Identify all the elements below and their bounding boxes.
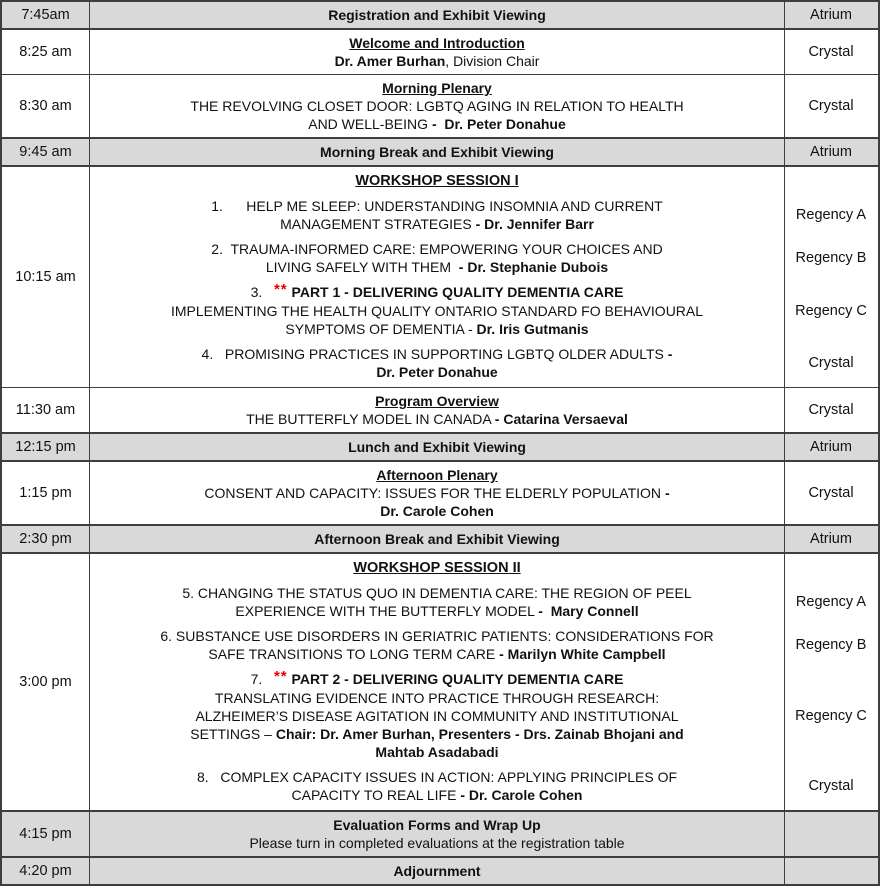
time-label: 8:25 am — [19, 44, 72, 60]
time-label: 11:30 am — [15, 402, 76, 418]
text-segment: - Marilyn White Campbell — [499, 646, 666, 662]
location-cell — [784, 438, 878, 456]
text-segment: Registration and Exhibit Viewing — [328, 7, 546, 23]
location-label: Atrium — [810, 439, 852, 455]
text-segment: 2. TRAUMA-INFORMED CARE: EMPOWERING YOUR CHOICES AND — [211, 241, 663, 257]
time-cell — [2, 812, 90, 856]
text-segment: Afternoon Break and Exhibit Viewing — [314, 531, 560, 547]
text-segment: Dr. Iris Gutmanis — [476, 321, 589, 337]
text-line — [96, 215, 778, 233]
location-label: Regency A — [795, 594, 867, 610]
workshop-item — [90, 627, 784, 663]
text-segment: TRANSLATING EVIDENCE INTO PRACTICE THROUGH RESEARCH: — [214, 690, 660, 706]
text-segment: Morning Break and Exhibit Viewing — [320, 144, 554, 160]
time-label: 7:45am — [21, 7, 70, 23]
workshop-item — [90, 345, 784, 381]
location-label: Crystal — [808, 778, 854, 794]
location-cell — [784, 466, 878, 520]
location-label: Regency C — [795, 707, 867, 724]
location-cell — [784, 34, 878, 70]
text-segment: - Dr. Jennifer Barr — [475, 216, 594, 232]
text-segment: THE BUTTERFLY MODEL IN CANADA — [246, 411, 495, 427]
text-line — [96, 466, 778, 484]
text-line — [96, 345, 778, 363]
time-cell — [2, 462, 90, 524]
event-cell — [90, 79, 784, 133]
text-segment: Afternoon Plenary — [376, 467, 498, 483]
text-line — [96, 484, 778, 502]
text-segment: SAFE TRANSITIONS TO LONG TERM CARE — [208, 646, 500, 662]
text-line — [96, 143, 778, 161]
text-segment: THE REVOLVING CLOSET DOOR: LGBTQ AGING IN RELATION TO HEALTH — [190, 98, 684, 114]
text-segment: CAPACITY TO REAL LIFE — [291, 787, 461, 803]
location-cell — [784, 627, 878, 663]
text-line — [96, 34, 778, 52]
time-label: 4:20 pm — [19, 863, 72, 879]
text-segment: - Catarina Versaeval — [494, 411, 628, 427]
workshop-item — [90, 283, 784, 338]
text-segment: Welcome and Introduction — [349, 35, 525, 51]
text-line — [96, 172, 778, 190]
location-cell — [784, 392, 878, 428]
location-cell — [784, 816, 878, 852]
text-segment: Dr. Amer Burhan — [334, 53, 446, 69]
time-cell — [2, 554, 90, 810]
schedule-row — [2, 432, 878, 460]
text-segment: - Dr. Peter Donahue — [431, 116, 566, 132]
location-label: Atrium — [810, 144, 852, 160]
text-segment: Dr. Carole Cohen — [380, 503, 494, 519]
text-segment: 5. CHANGING THE STATUS QUO IN DEMENTIA CARE: THE REGION OF PEEL — [182, 585, 692, 601]
schedule-row — [2, 28, 878, 74]
text-segment: 8. COMPLEX CAPACITY ISSUES IN ACTION: APPLYING PRINCIPLES OF — [196, 769, 678, 785]
text-segment: 1. HELP ME SLEEP: UNDERSTANDING INSOMNIA AND CURRENT — [211, 198, 663, 214]
text-segment: - Dr. Stephanie Dubois — [458, 259, 609, 275]
text-segment: Please turn in completed evaluations at the registration table — [249, 835, 625, 851]
location-label: Crystal — [808, 44, 854, 60]
location-cell — [784, 768, 878, 804]
location-cell — [784, 670, 878, 761]
schedule-row — [2, 524, 878, 552]
text-segment: MANAGEMENT STRATEGIES — [280, 216, 476, 232]
text-segment: CONSENT AND CAPACITY: ISSUES FOR THE ELDERLY POPULATION — [204, 485, 665, 501]
location-label: Regency A — [795, 207, 867, 223]
schedule-row — [2, 165, 878, 387]
time-label: 4:15 pm — [19, 826, 72, 842]
red-asterisks-marker: ** — [273, 281, 288, 298]
time-cell — [2, 30, 90, 74]
location-label: Regency B — [795, 250, 867, 266]
event-cell — [90, 862, 784, 880]
time-cell — [2, 139, 90, 165]
location-cell — [784, 530, 878, 548]
location-label: Crystal — [808, 402, 854, 418]
workshop-item — [90, 670, 784, 761]
text-line — [96, 816, 778, 834]
event-cell — [90, 392, 784, 428]
event-cell — [90, 6, 784, 24]
text-line — [96, 834, 778, 852]
text-segment: Evaluation Forms and Wrap Up — [333, 817, 541, 833]
text-line — [96, 240, 778, 258]
text-segment: Adjournment — [393, 863, 481, 879]
workshop-session-header — [90, 172, 784, 190]
time-label: 10:15 am — [15, 268, 76, 285]
text-segment: Dr. Peter Donahue — [376, 364, 498, 380]
time-cell — [2, 526, 90, 552]
text-segment: PART 2 - DELIVERING QUALITY DEMENTIA CARE — [287, 671, 624, 687]
text-line — [96, 645, 778, 663]
text-segment: IMPLEMENTING THE HEALTH QUALITY ONTARIO STANDARD FO BEHAVIOURAL — [170, 303, 704, 319]
location-label: Atrium — [810, 531, 852, 547]
schedule-row — [2, 810, 878, 856]
text-line — [96, 52, 778, 70]
text-line — [96, 627, 778, 645]
location-label: Regency C — [795, 302, 867, 319]
text-line — [96, 115, 778, 133]
text-segment: PART 1 - DELIVERING QUALITY DEMENTIA CARE — [287, 284, 624, 300]
event-cell — [90, 466, 784, 520]
text-line — [96, 768, 778, 786]
schedule-row — [2, 552, 878, 810]
time-label: 1:15 pm — [19, 485, 72, 501]
location-cell — [784, 345, 878, 381]
text-line — [96, 363, 778, 381]
location-label: Atrium — [810, 7, 852, 23]
event-cell — [90, 438, 784, 456]
event-cell — [90, 816, 784, 852]
location-cell — [784, 283, 878, 338]
text-segment: WORKSHOP SESSION I — [355, 173, 519, 189]
location-cell — [784, 862, 878, 880]
location-cell — [784, 6, 878, 24]
text-segment: 6. SUBSTANCE USE DISORDERS IN GERIATRIC PATIENTS: CONSIDERATIONS FOR — [160, 628, 714, 644]
time-cell — [2, 388, 90, 432]
location-label: Regency B — [795, 637, 867, 653]
text-line — [96, 725, 778, 743]
text-segment: ALZHEIMER’S DISEASE AGITATION IN COMMUNITY AND INSTITUTIONAL — [195, 708, 679, 724]
location-cell — [784, 584, 878, 620]
text-segment: AND WELL-BEING — [308, 116, 432, 132]
time-cell — [2, 167, 90, 387]
text-segment: - — [667, 346, 673, 362]
location-cell — [784, 240, 878, 276]
text-line — [96, 97, 778, 115]
text-line — [96, 530, 778, 548]
time-label: 3:00 pm — [19, 673, 72, 690]
red-asterisks-marker: ** — [273, 668, 288, 685]
time-cell — [2, 858, 90, 884]
time-label: 2:30 pm — [19, 531, 72, 547]
location-label: Crystal — [808, 355, 854, 371]
text-segment: 4. PROMISING PRACTICES IN SUPPORTING LGBTQ OLDER ADULTS — [201, 346, 668, 362]
text-line — [96, 6, 778, 24]
text-segment: 7. — [250, 671, 274, 687]
location-label: Crystal — [808, 485, 854, 501]
schedule-row — [2, 460, 878, 524]
text-line — [96, 320, 778, 338]
workshop-item — [90, 768, 784, 804]
text-line — [96, 197, 778, 215]
text-segment: EXPERIENCE WITH THE BUTTERFLY MODEL — [235, 603, 539, 619]
workshop-item — [90, 197, 784, 233]
schedule-row — [2, 137, 878, 165]
text-segment: Chair: Dr. Amer Burhan, Presenters - Drs. Zainab Bhojani and — [275, 726, 684, 742]
time-label: 9:45 am — [19, 144, 72, 160]
location-cell — [784, 79, 878, 133]
schedule-row — [2, 856, 878, 884]
time-cell — [2, 2, 90, 28]
text-line — [96, 743, 778, 761]
location-cell — [784, 143, 878, 161]
text-segment: - Mary Connell — [538, 603, 639, 619]
text-line — [96, 438, 778, 456]
text-line — [96, 602, 778, 620]
text-segment: WORKSHOP SESSION II — [353, 560, 521, 576]
event-cell — [90, 530, 784, 548]
text-line — [96, 258, 778, 276]
text-segment: LIVING SAFELY WITH THEM — [265, 259, 459, 275]
workshop-session-header — [90, 559, 784, 577]
text-line — [96, 689, 778, 707]
text-segment: - — [664, 485, 670, 501]
time-label: 12:15 pm — [15, 439, 76, 455]
text-line — [96, 410, 778, 428]
text-segment: Program Overview — [375, 393, 499, 409]
text-line — [96, 392, 778, 410]
text-line — [96, 670, 778, 689]
text-segment: Mahtab Asadabadi — [375, 744, 499, 760]
text-segment: - Dr. Carole Cohen — [460, 787, 583, 803]
text-segment: , Division Chair — [445, 53, 540, 69]
text-line — [96, 707, 778, 725]
text-line — [96, 786, 778, 804]
text-line — [96, 283, 778, 302]
event-cell — [90, 143, 784, 161]
schedule-row — [2, 387, 878, 432]
workshop-item — [90, 584, 784, 620]
text-line — [96, 79, 778, 97]
event-cell — [90, 34, 784, 70]
location-cell — [784, 197, 878, 233]
time-cell — [2, 75, 90, 137]
location-label: Crystal — [808, 98, 854, 114]
text-segment: Lunch and Exhibit Viewing — [348, 439, 526, 455]
time-label: 8:30 am — [19, 98, 72, 114]
text-line — [96, 559, 778, 577]
text-line — [96, 502, 778, 520]
text-segment: SETTINGS – — [190, 726, 276, 742]
schedule-row — [2, 2, 878, 28]
text-line — [96, 302, 778, 320]
text-segment: Morning Plenary — [382, 80, 492, 96]
text-line — [96, 862, 778, 880]
time-cell — [2, 434, 90, 460]
workshop-item — [90, 240, 784, 276]
schedule-row — [2, 74, 878, 137]
text-segment: 3. — [250, 284, 274, 300]
text-line — [96, 584, 778, 602]
text-segment: SYMPTOMS OF DEMENTIA - — [285, 321, 477, 337]
